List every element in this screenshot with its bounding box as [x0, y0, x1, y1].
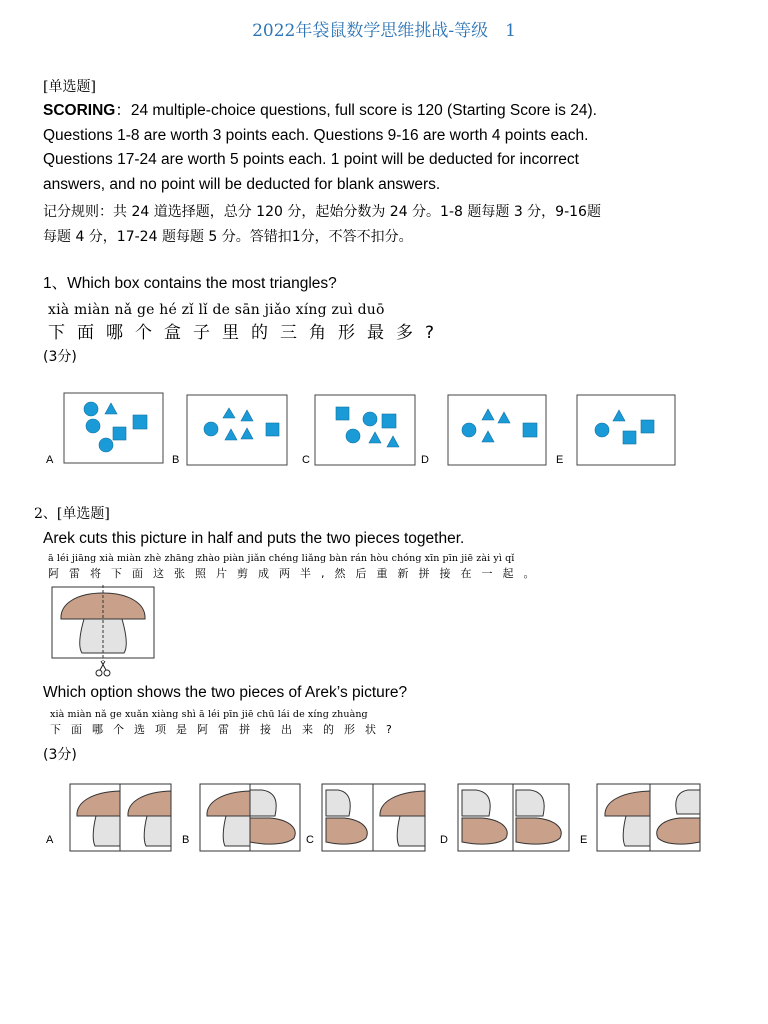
q1-option-b-label: B [172, 454, 180, 466]
q2-hanzi-2: 下面哪个选项是阿雷拼接出来的形状? [50, 723, 402, 736]
scoring-cn-line-2: 每题 4 分，17-24 题每题 5 分。答错扣1分，不答不扣分。 [43, 228, 413, 245]
q1-points: (3分) [43, 349, 77, 365]
q1-option-a-label: A [46, 454, 54, 466]
scoring-cn-line-1: 记分规则：共 24 道选择题，总分 120 分，起始分数为 24 分。1-8 题每题 3 分，9-16题 [43, 204, 601, 220]
q1-option-c[interactable] [315, 395, 415, 465]
page-title: 2022年袋鼠数学思维挑战-等级 1 [252, 21, 516, 41]
mushroom-picture [48, 583, 160, 679]
scoring-block [43, 99, 743, 197]
q2-tag: 2、[单选题] [34, 506, 110, 522]
q2-pinyin-1: ā léi jiāng xià miàn zhè zhāng zhào piàn jiǎn chéng liǎng bàn rán hòu chóng xīn pīn jiē zài yì qǐ [48, 553, 515, 564]
scoring-line-4: answers, and no point will be deducted for blank answers. [43, 175, 441, 193]
scoring-rules-cn [43, 200, 743, 249]
q2-option-e[interactable] [597, 784, 700, 851]
scissors-icon [96, 661, 110, 676]
question-type-tag: [单选题] [43, 79, 96, 95]
q1-options [0, 385, 768, 475]
q2-option-e-label: E [580, 834, 588, 846]
q2-option-a[interactable] [70, 784, 171, 851]
scoring-line-1: SCORING：24 multiple-choice questions, full score is 120 (Starting Score is 24). [43, 102, 597, 119]
q1-option-b[interactable] [187, 395, 287, 465]
scoring-line-2: Questions 1-8 are worth 3 points each. Questions 9-16 are worth 4 points each. [43, 126, 589, 144]
q1-hanzi: 下面哪个盒子里的三角形最多? [48, 323, 447, 343]
q1-option-a[interactable] [64, 393, 163, 463]
q1-option-d-label: D [421, 454, 429, 466]
scoring-line-3: Questions 17-24 are worth 5 points each. 1 point will be deducted for incorrect [43, 151, 579, 168]
q2-option-a-label: A [46, 834, 54, 846]
q1-option-e-label: E [556, 454, 564, 466]
q2-points: (3分) [43, 747, 77, 763]
q2-options [0, 780, 768, 860]
q2-option-c-label: C [306, 834, 314, 846]
q2-hanzi-1: 阿雷将下面这张照片剪成两半,然后重新拼接在一起。 [48, 567, 545, 580]
q2-option-c[interactable] [322, 784, 425, 851]
q2-option-d[interactable] [458, 784, 569, 851]
q1-option-d[interactable] [448, 395, 546, 465]
q1-prompt: 1、Which box contains the most triangles? [43, 275, 337, 292]
q2-question: Which option shows the two pieces of Arek’s picture? [43, 684, 408, 701]
q1-option-e[interactable] [577, 395, 675, 465]
q2-pinyin-2: xià miàn nǎ ge xuǎn xiàng shì ā léi pīn jiē chū lái de xíng zhuàng [50, 709, 368, 720]
q1-option-c-label: C [302, 454, 310, 466]
q2-option-b[interactable] [200, 784, 300, 851]
q2-option-d-label: D [440, 834, 448, 846]
q2-prompt: Arek cuts this picture in half and puts the two pieces together. [43, 530, 465, 547]
scoring-label: SCORING [43, 102, 116, 119]
q1-pinyin: xià miàn nǎ ge hé zǐ lǐ de sān jiǎo xíng zuì duō [48, 302, 385, 318]
q2-option-b-label: B [182, 834, 190, 846]
